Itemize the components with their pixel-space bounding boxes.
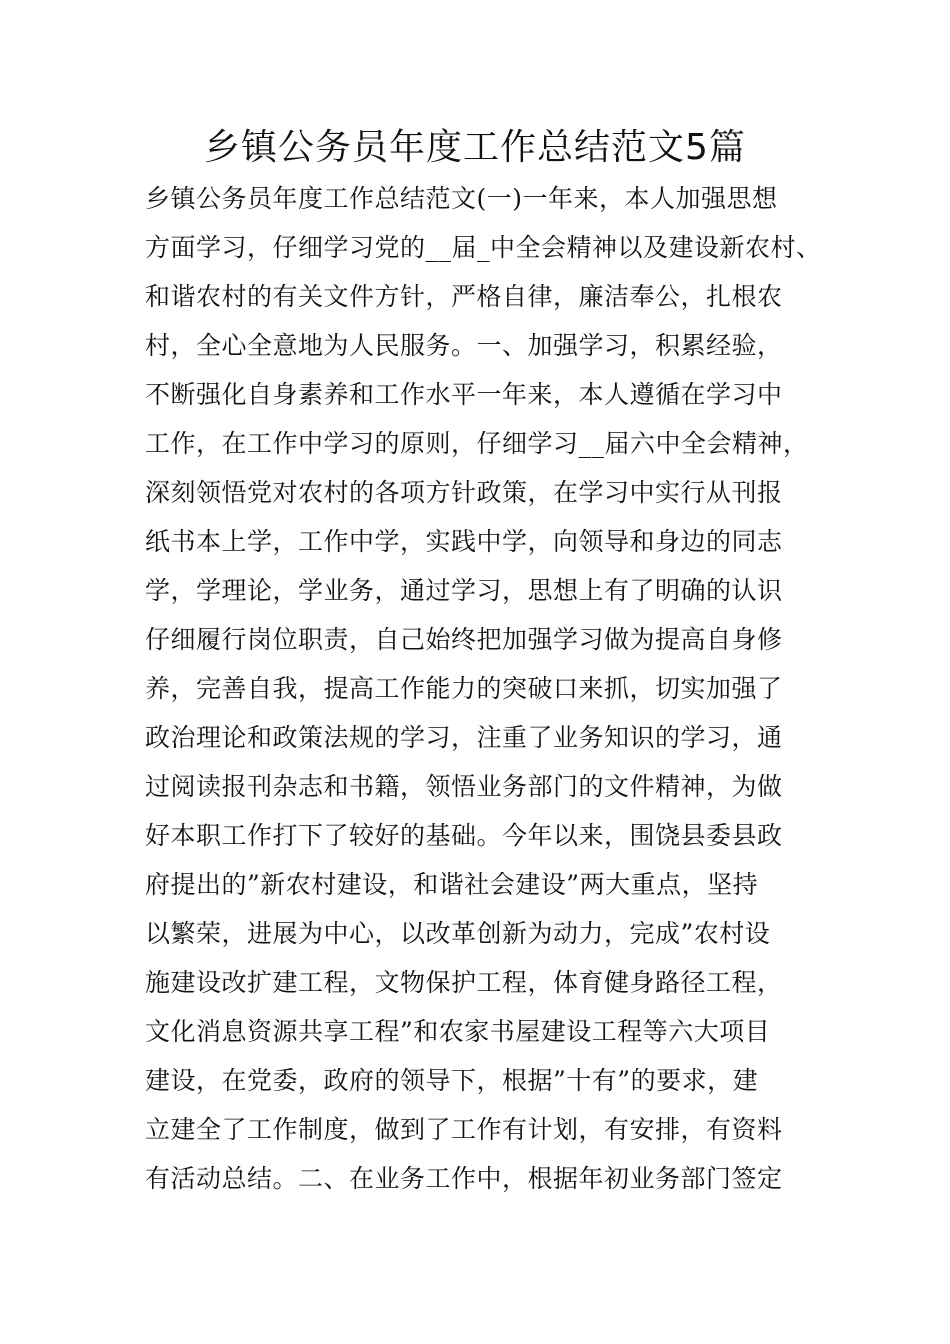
body-line: 学，学理论，学业务，通过学习，思想上有了明确的认识 (145, 576, 783, 605)
body-line: 政治理论和政策法规的学习，注重了业务知识的学习，通 (145, 723, 783, 752)
body-line: 深刻领悟党对农村的各项方针政策，在学习中实行从刊报 (145, 478, 783, 507)
body-line: 乡镇公务员年度工作总结范文(一)一年来，本人加强思想 (145, 184, 778, 213)
body-line: 建设，在党委，政府的领导下，根据”十有”的要求，建 (145, 1066, 759, 1095)
body-line: 和谐农村的有关文件方针，严格自律，廉洁奉公，扎根农 (145, 282, 783, 311)
body-line: 纸书本上学，工作中学，实践中学，向领导和身边的同志 (145, 527, 783, 556)
body-line: 施建设改扩建工程，文物保护工程，体育健身路径工程， (145, 968, 783, 997)
body-line: 府提出的”新农村建设，和谐社会建设”两大重点，坚持 (145, 870, 759, 899)
body-line: 立建全了工作制度，做到了工作有计划，有安排，有资料 (145, 1115, 783, 1144)
body-line: 工作，在工作中学习的原则，仔细学习__届六中全会精神， (145, 429, 809, 458)
document-title: 乡镇公务员年度工作总结范文5篇 (204, 127, 746, 168)
body-line: 好本职工作打下了较好的基础。今年以来，围饶县委县政 (145, 821, 783, 850)
body-line: 不断强化自身素养和工作水平一年来，本人遵循在学习中 (145, 380, 783, 409)
body-line: 有活动总结。二、在业务工作中，根据年初业务部门签定 (145, 1164, 783, 1193)
document-body (145, 174, 845, 1203)
body-line: 方面学习，仔细学习党的__届_中全会精神以及建设新农村、 (145, 233, 822, 262)
body-line: 文化消息资源共享工程”和农家书屋建设工程等六大项目 (145, 1017, 771, 1046)
body-line: 以繁荣，进展为中心，以改革创新为动力，完成”农村设 (145, 919, 771, 948)
body-line: 养，完善自我，提高工作能力的突破口来抓，切实加强了 (145, 674, 783, 703)
body-line: 仔细履行岗位职责，自己始终把加强学习做为提高自身修 (145, 625, 783, 654)
body-line: 村，全心全意地为人民服务。一、加强学习，积累经验， (145, 331, 783, 360)
body-line: 过阅读报刊杂志和书籍，领悟业务部门的文件精神，为做 (145, 772, 783, 801)
